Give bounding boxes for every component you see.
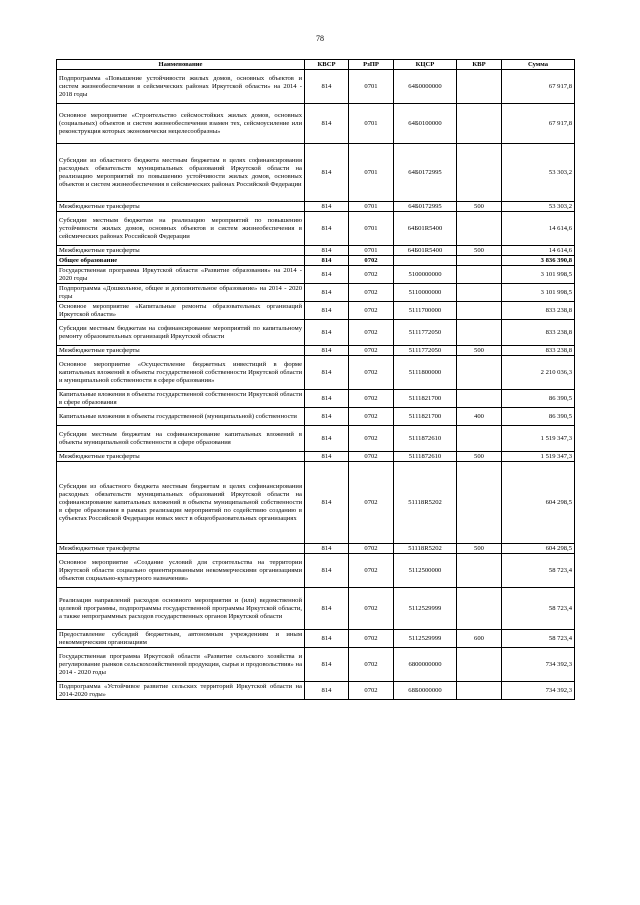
table-row — [57, 630, 575, 648]
header-kvsr: КВСР — [305, 60, 349, 70]
row-kvsr: 814 — [305, 144, 349, 202]
row-kcsr: 64Б0000000 — [394, 70, 457, 104]
table-header-row — [57, 60, 575, 70]
row-name: Реализация направлений расходов основного мероприятия и (или) ведомственной целевой программы, подпрограммы государственной программы Иркутской области, а также непрограммных расходов государственных органов Иркутской области — [57, 588, 305, 630]
row-kvr: 500 — [457, 202, 502, 212]
row-sum: 1 519 347,3 — [502, 426, 575, 452]
row-rzpr: 0702 — [349, 302, 394, 320]
table-row — [57, 70, 575, 104]
row-rzpr: 0701 — [349, 246, 394, 256]
row-rzpr: 0702 — [349, 462, 394, 544]
row-kvr — [457, 682, 502, 700]
table-row — [57, 246, 575, 256]
row-rzpr: 0702 — [349, 346, 394, 356]
table-row — [57, 266, 575, 284]
row-sum: 86 390,5 — [502, 390, 575, 408]
row-sum: 58 723,4 — [502, 630, 575, 648]
row-name: Субсидии местным бюджетам на софинансирование мероприятий по капитальному ремонту образовательных организаций Иркутской области — [57, 320, 305, 346]
row-kcsr: 64Б0100000 — [394, 104, 457, 144]
row-rzpr: 0702 — [349, 320, 394, 346]
row-kvr — [457, 212, 502, 246]
row-kvsr: 814 — [305, 302, 349, 320]
table-row — [57, 544, 575, 554]
table-row — [57, 648, 575, 682]
row-kvr — [457, 144, 502, 202]
row-kvsr: 814 — [305, 554, 349, 588]
row-kvr: 600 — [457, 630, 502, 648]
row-kvsr: 814 — [305, 70, 349, 104]
row-kcsr: 51118R5202 — [394, 462, 457, 544]
row-kcsr: 5112529999 — [394, 588, 457, 630]
row-kcsr: 5111800000 — [394, 356, 457, 390]
row-sum: 53 303,2 — [502, 202, 575, 212]
row-name: Субсидии из областного бюджета местным бюджетам в целях софинансирования расходных обязательств муниципальных образований Иркутской области на софинансирование капитальных вложений в объекты муниципальной собственности в сфере образования в рамках реализации мероприятий по содействию созданию в субъектах Российской Федерации новых мест в общеобразовательных организациях — [57, 462, 305, 544]
row-name: Межбюджетные трансферты — [57, 452, 305, 462]
row-kvr — [457, 284, 502, 302]
row-sum: 58 723,4 — [502, 588, 575, 630]
row-kcsr: 64Б0172995 — [394, 144, 457, 202]
row-kvsr: 814 — [305, 356, 349, 390]
row-sum: 86 390,5 — [502, 408, 575, 426]
row-kvr — [457, 426, 502, 452]
row-kvsr: 814 — [305, 104, 349, 144]
row-sum: 833 238,8 — [502, 302, 575, 320]
row-name: Капитальные вложения в объекты государственной (муниципальной) собственности — [57, 408, 305, 426]
row-kvsr: 814 — [305, 390, 349, 408]
header-kcsr: КЦСР — [394, 60, 457, 70]
row-rzpr: 0701 — [349, 144, 394, 202]
row-kvr — [457, 356, 502, 390]
row-kvsr: 814 — [305, 408, 349, 426]
row-rzpr: 0701 — [349, 70, 394, 104]
row-kcsr: 5112500000 — [394, 554, 457, 588]
row-name: Предоставление субсидий бюджетным, автономным учреждениям и иным некоммерческим организациям — [57, 630, 305, 648]
row-kvsr: 814 — [305, 648, 349, 682]
row-kvr — [457, 70, 502, 104]
table-row — [57, 356, 575, 390]
row-sum: 14 614,6 — [502, 246, 575, 256]
row-kcsr — [394, 256, 457, 266]
row-sum: 734 392,3 — [502, 682, 575, 700]
row-name: Основное мероприятие «Осуществление бюджетных инвестиций в форме капитальных вложений в объекты государственной собственности Иркутской области и муниципальной собственности в сфере образования» — [57, 356, 305, 390]
row-kvsr: 814 — [305, 544, 349, 554]
table-row — [57, 554, 575, 588]
row-sum: 53 303,2 — [502, 144, 575, 202]
row-name: Подпрограмма «Дошкольное, общее и дополнительное образование» на 2014 - 2020 годы — [57, 284, 305, 302]
row-name: Подпрограмма «Устойчивое развитие сельских территорий Иркутской области на 2014-2020 годы» — [57, 682, 305, 700]
row-kvsr: 814 — [305, 630, 349, 648]
row-name: Межбюджетные трансферты — [57, 202, 305, 212]
budget-table — [56, 59, 575, 700]
row-kvr — [457, 390, 502, 408]
row-kvsr: 814 — [305, 212, 349, 246]
row-rzpr: 0702 — [349, 630, 394, 648]
row-kcsr: 6800000000 — [394, 648, 457, 682]
row-name: Основное мероприятие «Создание условий для строительства на территории Иркутской области социально ориентированными некоммерческими организациями объектов социально-культурного назначения» — [57, 554, 305, 588]
row-kcsr: 5111821700 — [394, 408, 457, 426]
row-kvr — [457, 104, 502, 144]
header-sum: Сумма — [502, 60, 575, 70]
row-sum: 3 101 998,5 — [502, 266, 575, 284]
row-kvsr: 814 — [305, 320, 349, 346]
row-rzpr: 0702 — [349, 682, 394, 700]
table-row — [57, 426, 575, 452]
row-name: Субсидии местным бюджетам на софинансирование капитальных вложений в объекты муниципальной собственности в сфере образования — [57, 426, 305, 452]
row-name: Межбюджетные трансферты — [57, 346, 305, 356]
page-number: 78 — [316, 34, 324, 43]
row-rzpr: 0702 — [349, 544, 394, 554]
table-row — [57, 346, 575, 356]
table-row — [57, 408, 575, 426]
row-sum: 604 298,5 — [502, 462, 575, 544]
row-kvr — [457, 320, 502, 346]
row-rzpr: 0702 — [349, 408, 394, 426]
row-kvsr: 814 — [305, 202, 349, 212]
table-row — [57, 284, 575, 302]
row-sum: 3 836 390,8 — [502, 256, 575, 266]
row-kvsr: 814 — [305, 246, 349, 256]
row-kcsr: 5111872610 — [394, 426, 457, 452]
table-row — [57, 462, 575, 544]
row-rzpr: 0702 — [349, 588, 394, 630]
row-kcsr: 5112529999 — [394, 630, 457, 648]
row-name: Капитальные вложения в объекты государственной собственности Иркутской области в сфере образования — [57, 390, 305, 408]
row-name: Межбюджетные трансферты — [57, 246, 305, 256]
row-rzpr: 0702 — [349, 390, 394, 408]
row-rzpr: 0702 — [349, 426, 394, 452]
row-sum: 67 917,8 — [502, 70, 575, 104]
row-kvr: 500 — [457, 246, 502, 256]
row-name: Основное мероприятие «Капитальные ремонты образовательных организаций Иркутской области» — [57, 302, 305, 320]
row-kvr — [457, 302, 502, 320]
row-name: Субсидии местным бюджетам на реализацию мероприятий по повышению устойчивости жилых домов, основных объектов и систем жизнеобеспечения в сейсмических районах Российской Федерации — [57, 212, 305, 246]
row-kcsr: 5111700000 — [394, 302, 457, 320]
table-row — [57, 682, 575, 700]
row-rzpr: 0702 — [349, 356, 394, 390]
table-row — [57, 320, 575, 346]
table-row — [57, 390, 575, 408]
row-kvsr: 814 — [305, 346, 349, 356]
row-sum: 833 238,8 — [502, 346, 575, 356]
row-name: Общее образование — [57, 256, 305, 266]
row-rzpr: 0702 — [349, 554, 394, 588]
row-rzpr: 0702 — [349, 266, 394, 284]
row-sum: 734 392,3 — [502, 648, 575, 682]
row-name: Государственная программа Иркутской области «Развитие образования» на 2014 - 2020 годы — [57, 266, 305, 284]
row-kcsr: 5111772050 — [394, 346, 457, 356]
row-kvr — [457, 554, 502, 588]
row-kcsr: 64Б0172995 — [394, 202, 457, 212]
row-kcsr: 64Б01R5400 — [394, 246, 457, 256]
table-row — [57, 302, 575, 320]
table-row — [57, 256, 575, 266]
row-sum: 67 917,8 — [502, 104, 575, 144]
row-kvsr: 814 — [305, 256, 349, 266]
row-kvr — [457, 648, 502, 682]
row-name: Субсидии из областного бюджета местным бюджетам в целях софинансирования расходных обязательств муниципальных образований Иркутской области на реализацию мероприятий по повышению устойчивости жилых домов, основных объектов и систем жизнеобеспечения в сейсмических районах Российской Федерации — [57, 144, 305, 202]
row-sum: 1 519 347,3 — [502, 452, 575, 462]
row-kvr — [457, 256, 502, 266]
row-rzpr: 0702 — [349, 284, 394, 302]
row-kvsr: 814 — [305, 452, 349, 462]
row-sum: 58 723,4 — [502, 554, 575, 588]
header-kvr: КВР — [457, 60, 502, 70]
row-kvsr: 814 — [305, 462, 349, 544]
row-sum: 604 298,5 — [502, 544, 575, 554]
header-rzpr: РзПР — [349, 60, 394, 70]
table-body — [57, 70, 575, 700]
table-row — [57, 588, 575, 630]
table-row — [57, 144, 575, 202]
row-kvsr: 814 — [305, 266, 349, 284]
row-rzpr: 0701 — [349, 104, 394, 144]
row-kvr — [457, 266, 502, 284]
table-row — [57, 212, 575, 246]
row-kcsr: 5111821700 — [394, 390, 457, 408]
row-kvsr: 814 — [305, 426, 349, 452]
table-row — [57, 104, 575, 144]
row-kvsr: 814 — [305, 284, 349, 302]
row-name: Подпрограмма «Повышение устойчивости жилых домов, основных объектов и систем жизнеобеспечения в сейсмических районах Иркутской области» на 2014 - 2018 годы — [57, 70, 305, 104]
row-kvr — [457, 588, 502, 630]
row-kvsr: 814 — [305, 588, 349, 630]
row-rzpr: 0702 — [349, 648, 394, 682]
row-kcsr: 5111872610 — [394, 452, 457, 462]
row-kcsr: 51118R5202 — [394, 544, 457, 554]
header-name: Наименование — [57, 60, 305, 70]
row-name: Государственная программа Иркутской области «Развитие сельского хозяйства и регулирование рынков сельскохозяйственной продукции, сырья и продовольствия» на 2014 - 2020 годы — [57, 648, 305, 682]
row-rzpr: 0701 — [349, 202, 394, 212]
table-row — [57, 452, 575, 462]
row-rzpr: 0701 — [349, 212, 394, 246]
row-kvr: 400 — [457, 408, 502, 426]
row-kvr — [457, 462, 502, 544]
row-rzpr: 0702 — [349, 452, 394, 462]
table-row — [57, 202, 575, 212]
row-sum: 2 210 036,3 — [502, 356, 575, 390]
row-kcsr: 5100000000 — [394, 266, 457, 284]
row-name: Межбюджетные трансферты — [57, 544, 305, 554]
row-kcsr: 5111772050 — [394, 320, 457, 346]
row-kcsr: 64Б01R5400 — [394, 212, 457, 246]
row-name: Основное мероприятие «Строительство сейсмостойких жилых домов, основных (социальных) объектов и систем жизнеобеспечения взамен тех, сейсмоусиление или реконструкция которых экономически нецелесообразны» — [57, 104, 305, 144]
row-kvr: 500 — [457, 452, 502, 462]
row-kvsr: 814 — [305, 682, 349, 700]
row-sum: 14 614,6 — [502, 212, 575, 246]
row-rzpr: 0702 — [349, 256, 394, 266]
row-kvr: 500 — [457, 346, 502, 356]
row-sum: 3 101 998,5 — [502, 284, 575, 302]
row-kcsr: 5110000000 — [394, 284, 457, 302]
row-kcsr: 68Б0000000 — [394, 682, 457, 700]
row-sum: 833 238,8 — [502, 320, 575, 346]
row-kvr: 500 — [457, 544, 502, 554]
